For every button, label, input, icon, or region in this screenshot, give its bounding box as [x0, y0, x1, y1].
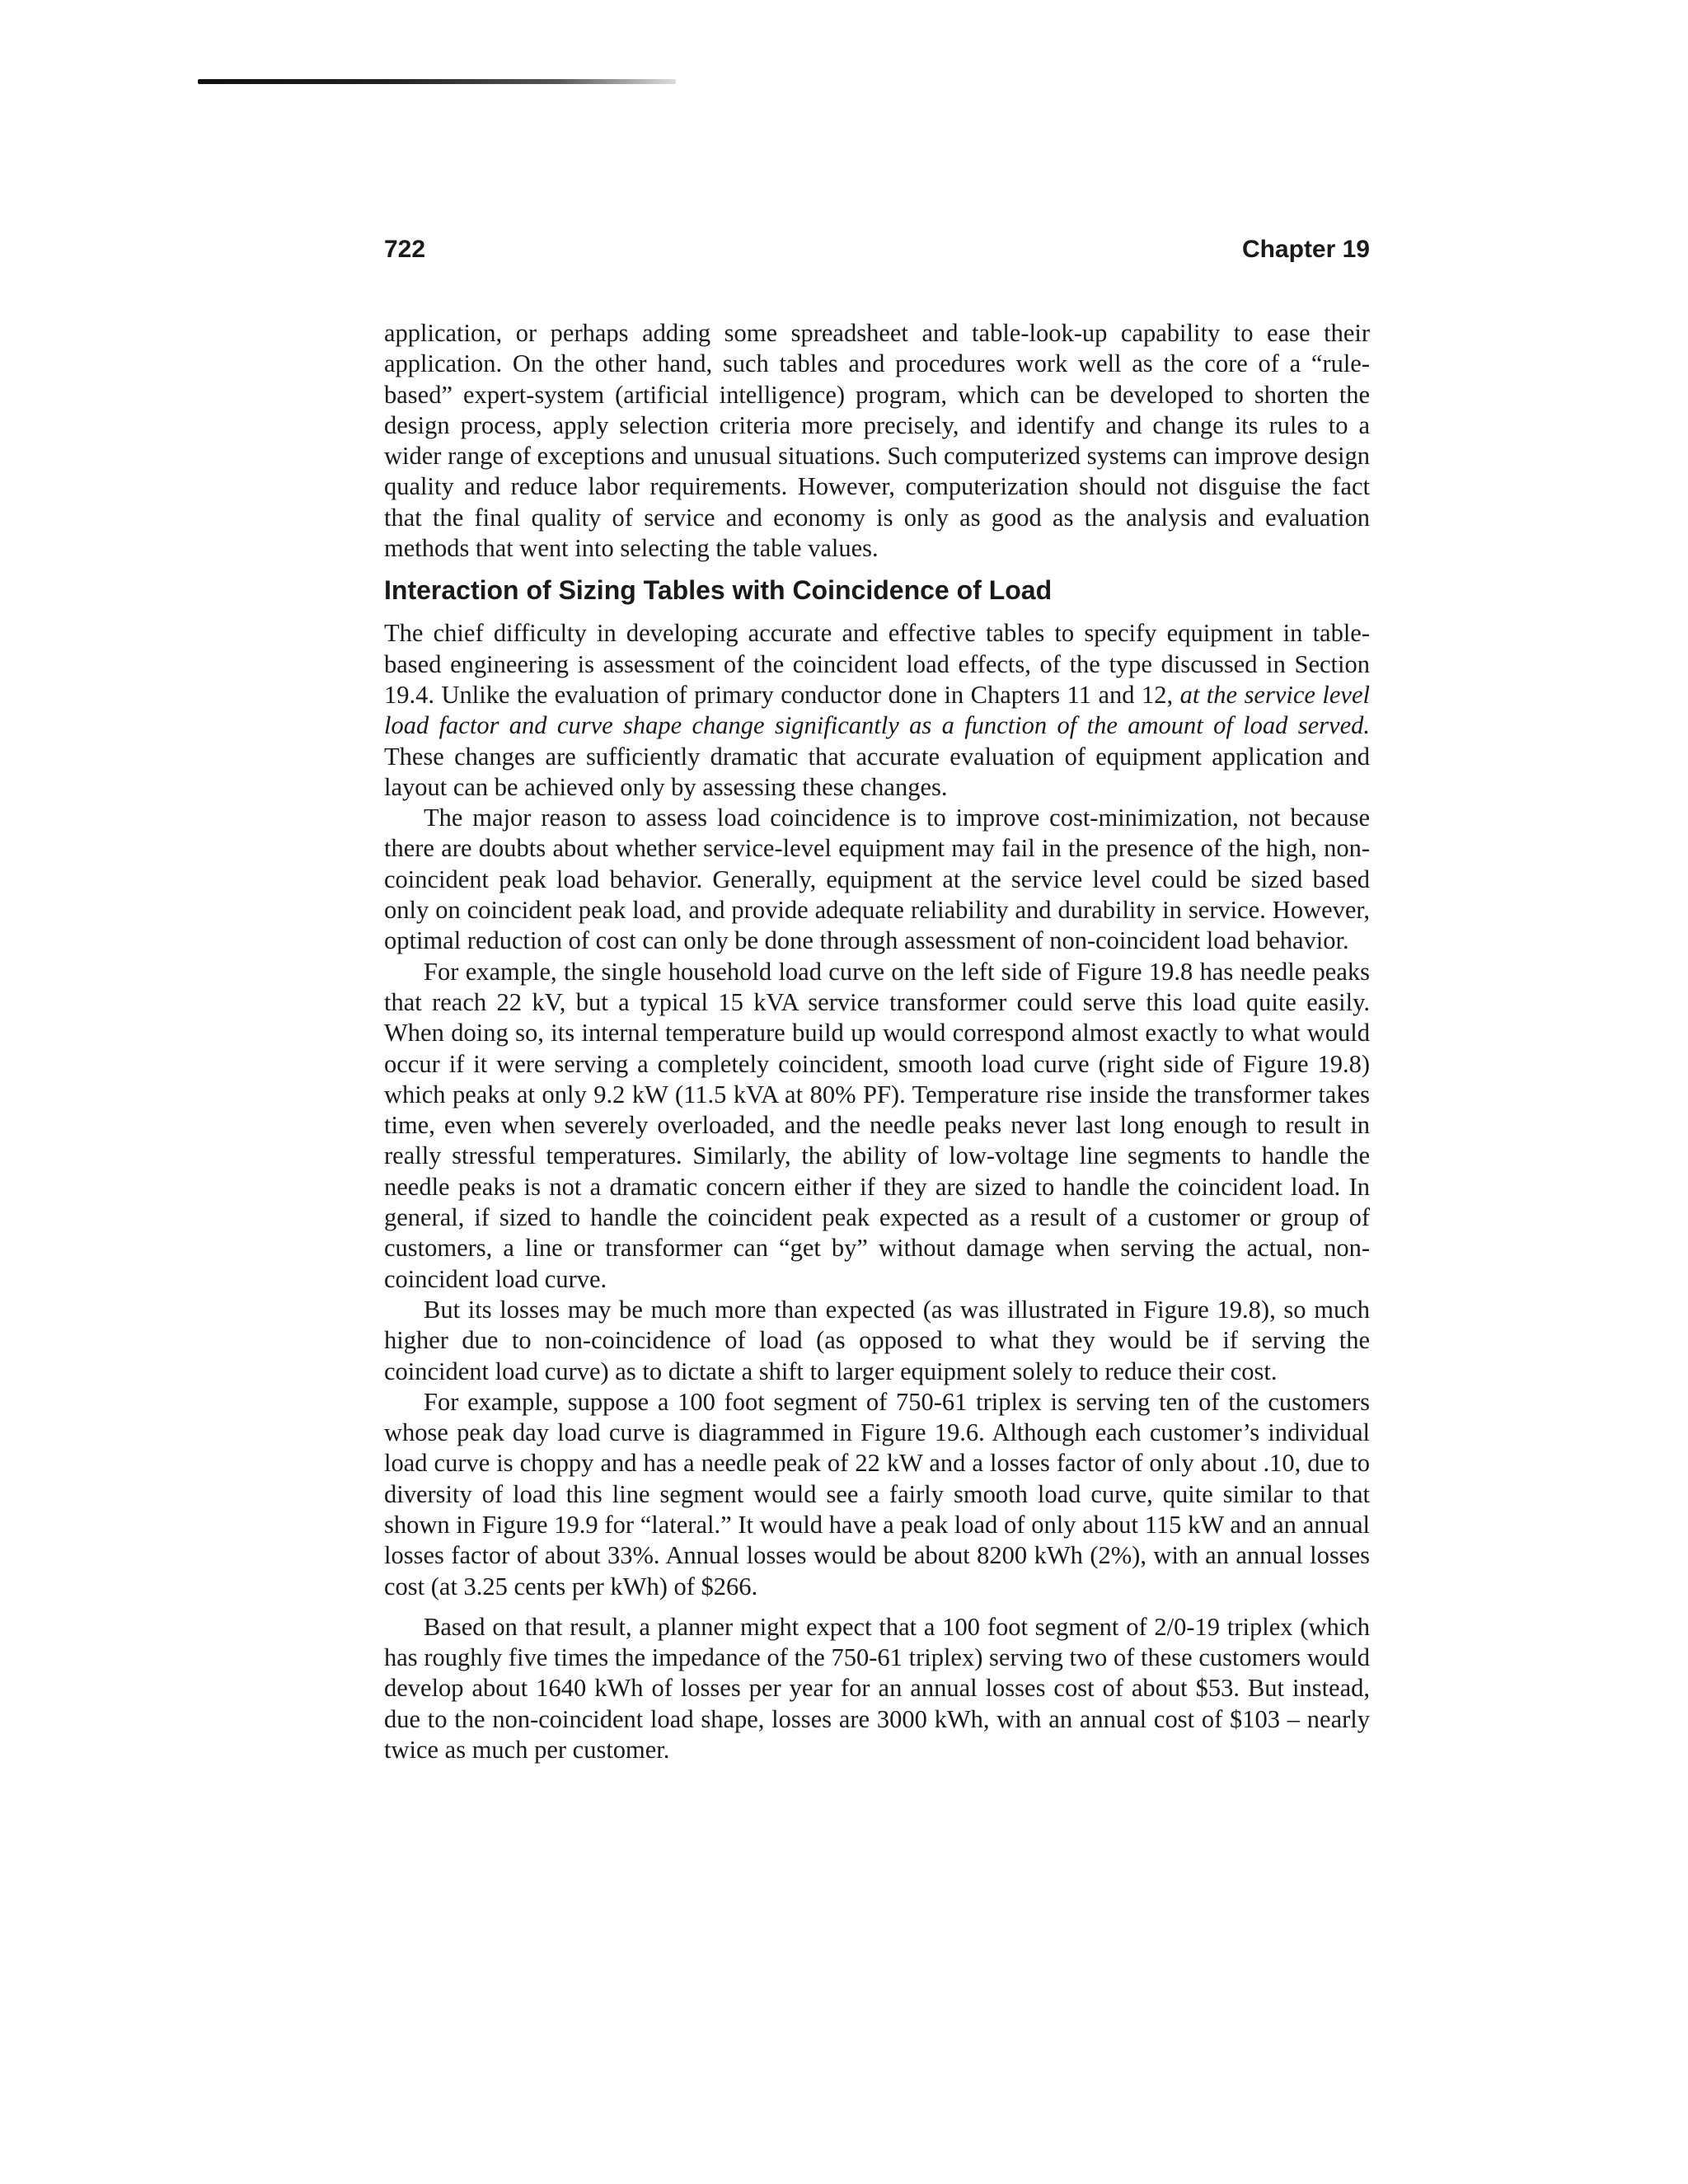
paragraph-chief-difficulty-text-end: These changes are sufficiently dramatic that accurate evaluation of equipment application and layout can be achieved only by assessing these changes.: [384, 742, 1370, 801]
section-heading: Interaction of Sizing Tables with Coincidence of Load: [384, 575, 1053, 606]
paragraph-major-reason: The major reason to assess load coincidence is to improve cost-minimization, not because there are doubts about whether service-level equipment may fail in the presence of the high, non-coincident peak load behavior. Generally, equipment at the service level could be sized based only on coincident peak load, and provide adequate reliability and durability in service. However, optimal reduction of cost can only be done through assessment of non-coincident load behavior.: [384, 804, 1370, 955]
paragraph-losses: But its losses may be much more than expected (as was illustrated in Figure 19.8), so much higher due to non-coincidence of load (as opposed to what they would be if serving the coincident load curve) as to dictate a shift to larger equipment solely to reduce their cost.: [384, 1295, 1370, 1385]
running-header: [384, 233, 1370, 266]
paragraph-triplex-example: For example, suppose a 100 foot segment of 750-61 triplex is serving ten of the customers whose peak day load curve is diagrammed in Figure 19.6. Although each customer’s individual load curve is choppy and has a needle peak of 22 kW and a losses factor of only about .10, due to diversity of load this line segment would see a fairly smooth load curve, quite similar to that shown in Figure 19.9 for “lateral.” It would have a peak load of only about 115 kW and an annual losses factor of about 33%. Annual losses would be about 8200 kWh (2%), with an annual losses cost (at 3.25 cents per kWh) of $266.: [384, 1387, 1370, 1601]
paragraph-planner-result: Based on that result, a planner might expect that a 100 foot segment of 2/0-19 triplex (which has roughly five times the impedance of the 750-61 triplex) serving two of these customers would develop about 1640 kWh of losses per year for an annual losses cost of about $53. But instead, due to the non-coincident load shape, losses are 3000 kWh, with an annual cost of $103 – nearly twice as much per customer.: [384, 1612, 1370, 1765]
body-text: [384, 318, 1370, 1765]
paragraph-chief-difficulty-emphasis: at the service level load factor and curve shape change significantly as a function of the amount of load served.: [384, 680, 1370, 740]
scan-edge-rule: [198, 79, 676, 84]
paragraph-household-example: For example, the single household load curve on the left side of Figure 19.8 has needle peaks that reach 22 kV, but a typical 15 kVA service transformer could serve this load quite easily. When doing so, its internal temperature build up would correspond almost exactly to what would occur if it were serving a completely coincident, smooth load curve (right side of Figure 19.8) which peaks at only 9.2 kW (11.5 kVA at 80% PF). Temperature rise inside the transformer takes time, even when severely overloaded, and the needle peaks never last long enough to result in really stressful temperatures. Similarly, the ability of low-voltage line segments to handle the needle peaks is not a dramatic concern either if they are sized to handle the coincident load. In general, if sized to handle the coincident peak expected as a result of a customer or group of customers, a line or transformer can “get by” without damage when serving the actual, non-coincident load curve.: [384, 957, 1370, 1293]
paragraph-chief-difficulty-text: The chief difficulty in developing accurate and effective tables to specify equipment in table-based engineering is assessment of the coincident load effects, of the type discussed in Section 19.4. Unlike the evaluation of primary conductor done in Chapters 11 and 12,: [384, 619, 1370, 709]
chapter-label: Chapter 19: [1241, 236, 1370, 263]
paragraph-chief-difficulty: [384, 618, 1370, 803]
page-number: 722: [384, 236, 426, 263]
paragraph-intro: application, or perhaps adding some spreadsheet and table-look-up capability to ease their application. On the other hand, such tables and procedures work well as the core of a “rule-based” expert-system (artificial intelligence) program, which can be developed to shorten the design process, apply selection criteria more precisely, and identify and change its rules to a wider range of exceptions and unusual situations. Such computerized systems can improve design quality and reduce labor requirements. However, computerization should not disguise the fact that the final quality of service and economy is only as good as the analysis and evaluation methods that went into selecting the table values.: [384, 319, 1370, 563]
